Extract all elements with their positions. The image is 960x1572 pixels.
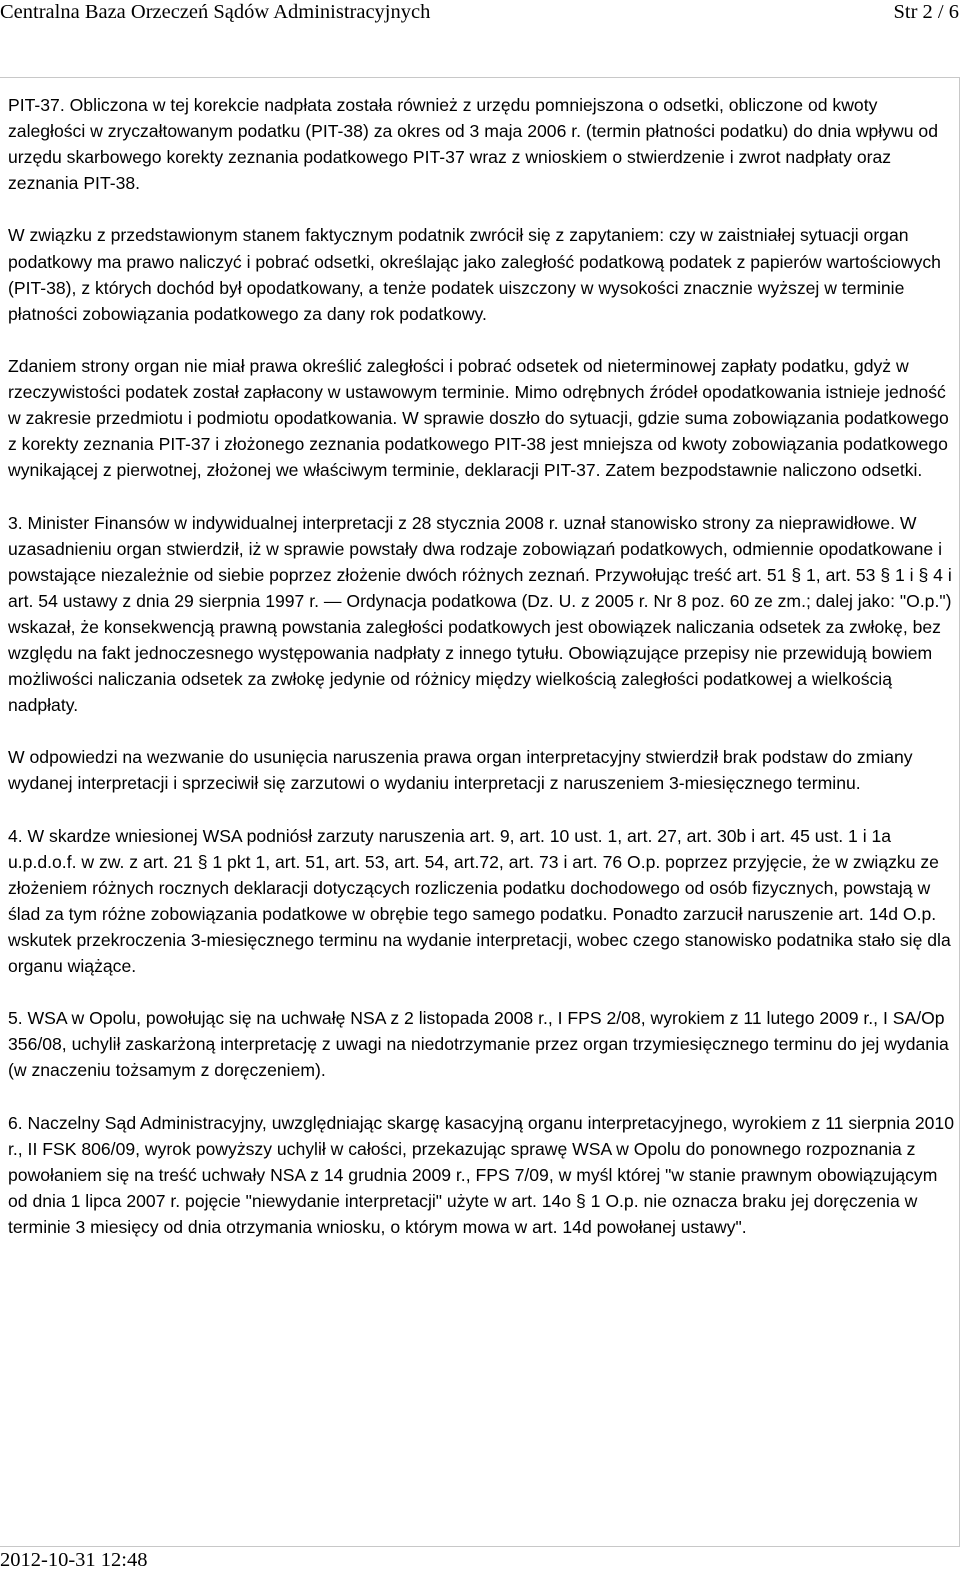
paragraph-response-to-summons: W odpowiedzi na wezwanie do usunięcia naruszenia prawa organ interpretacyjny stwierdził brak podstaw do zmiany wydanej interpretacji i sprzeciwił się zarzutowi o wydaniu interpretacji z naruszeniem 3-miesięcznego terminu. bbox=[8, 747, 913, 794]
paragraph-taxpayer-position: Zdaniem strony organ nie miał prawa określić zaległości i pobrać odsetek od nieterminowej zapłaty podatku, gdyż w rzeczywistości podatek został zapłacony w ustawowym terminie. Mimo odrębnych źródeł opodatkowania istnieje jedność w zakresie przedmiotu i podmiotu opodatkowania. W sprawie doszło do sytuacji, gdzie suma zobowiązania podatkowego z korekty zeznania PIT-37 i złożonego zeznania podatkowego PIT-38 jest mniejsza od kwoty zobowiązania podatkowego wynikającej z pierwotnej, złożonej we właściwym terminie, deklaracji PIT-37. Zatem bezpodstawnie naliczono odsetki. bbox=[8, 355, 949, 481]
site-title: Centralna Baza Orzeczeń Sądów Administracyjnych bbox=[0, 1, 431, 23]
print-timestamp: 2012-10-31 12:48 bbox=[0, 1549, 148, 1571]
page-footer bbox=[0, 1548, 147, 1572]
document-body bbox=[8, 92, 958, 1266]
paragraph-complaint: 4. W skardze wniesionej WSA podniósł zarzuty naruszenia art. 9, art. 10 ust. 1, art. 27, art. 30b i art. 45 ust. 1 i 1a u.p.d.o.f. w zw. z art. 21 § 1 pkt 1, art. 51, art. 53, art. 54, art.72, art. 73 i art. 76 O.p. poprzez przyjęcie, że w związku ze złożeniem różnych rocznych deklaracji dotyczących rozliczenia podatku dochodowego od osób fizycznych, powstają w ślad za tym różne zobowiązania podatkowe w obrębie tego samego podatku. Ponadto zarzucił naruszenie art. 14d O.p. wskutek przekroczenia 3-miesięcznego terminu na wydanie interpretacji, wobec czego stanowisko podatnika stało się dla organu wiążące. bbox=[8, 825, 951, 977]
paragraph-pit37-correction: PIT-37. Obliczona w tej korekcie nadpłata została również z urzędu pomniejszona o odsetki, obliczone od kwoty zaległości w zryczałtowanym podatku (PIT-38) za okres od 3 maja 2006 r. (termin płatności podatku) do dnia wpływu od urzędu skarbowego korekty zeznania podatkowego PIT-37 wraz z wnioskiem o stwierdzenie i zwrot nadpłaty oraz zeznania PIT-38. bbox=[8, 95, 938, 194]
paragraph-nsa-judgment: 6. Naczelny Sąd Administracyjny, uwzględniając skargę kasacyjną organu interpretacyjnego, wyrokiem z 11 sierpnia 2010 r., II FSK 806/09, wyrok powyższy uchylił w całości, przekazując sprawę WSA w Opolu do ponownego rozpoznania z powołaniem się na treść uchwały NSA z 14 grudnia 2009 r., FPS 7/09, w myśl której "w stanie prawnym obowiązującym od dnia 1 lipca 2007 r. pojęcie "niewydanie interpretacji" użyte w art. 14o § 1 O.p. nie oznacza braku jej doręczenia w terminie 3 miesięcy od dnia otrzymania wniosku, o którym mowa w art. 14d powołanej ustawy". bbox=[8, 1112, 954, 1238]
paragraph-wsa-judgment: 5. WSA w Opolu, powołując się na uchwałę NSA z 2 listopada 2008 r., I FPS 2/08, wyrokiem z 11 lutego 2009 r., I SA/Op 356/08, uchylił zaskarżoną interpretację z uwagi na niedotrzymanie przez organ trzymiesięcznego terminu do jej wydania (w znaczeniu tożsamym z doręczeniem). bbox=[8, 1008, 949, 1081]
page-header bbox=[0, 0, 960, 28]
page-number: Str 2 / 6 bbox=[893, 1, 959, 23]
paragraph-minister-interpretation: 3. Minister Finansów w indywidualnej interpretacji z 28 stycznia 2008 r. uznał stanowisko strony za nieprawidłowe. W uzasadnieniu organ stwierdził, iż w sprawie powstały dwa rodzaje zobowiązań podatkowych, odmiennie opodatkowane i powstające niezależnie od siebie poprzez złożenie dwóch różnych zeznań. Przywołując treść art. 51 § 1, art. 53 § 1 i § 4 i art. 54 ustawy z dnia 29 sierpnia 1997 r. — Ordynacja podatkowa (Dz. U. z 2005 r. Nr 8 poz. 60 ze zm.; dalej jako: "O.p.") wskazał, że konsekwencją prawną powstania zaległości podatkowych jest obowiązek naliczania odsetek za zwłokę, bez względu na fakt jednoczesnego występowania nadpłaty z innego tytułu. Obowiązujące przepisy nie przewidują bowiem możliwości naliczania odsetek za zwłokę jedynie od różnicy między wielkością zaległości podatkowej a wielkością nadpłaty. bbox=[8, 512, 952, 716]
paragraph-taxpayer-question: W związku z przedstawionym stanem faktycznym podatnik zwrócił się z zapytaniem: czy w zaistniałej sytuacji organ podatkowy ma prawo naliczyć i pobrać odsetki, określając jako zaległość podatkową podatek z papierów wartościowych (PIT-38), z których dochód był opodatkowany, a tenże podatek uiszczony w wysokości znacznie wyższej w terminie płatności zobowiązania podatkowego za dany rok podatkowy. bbox=[8, 225, 941, 324]
